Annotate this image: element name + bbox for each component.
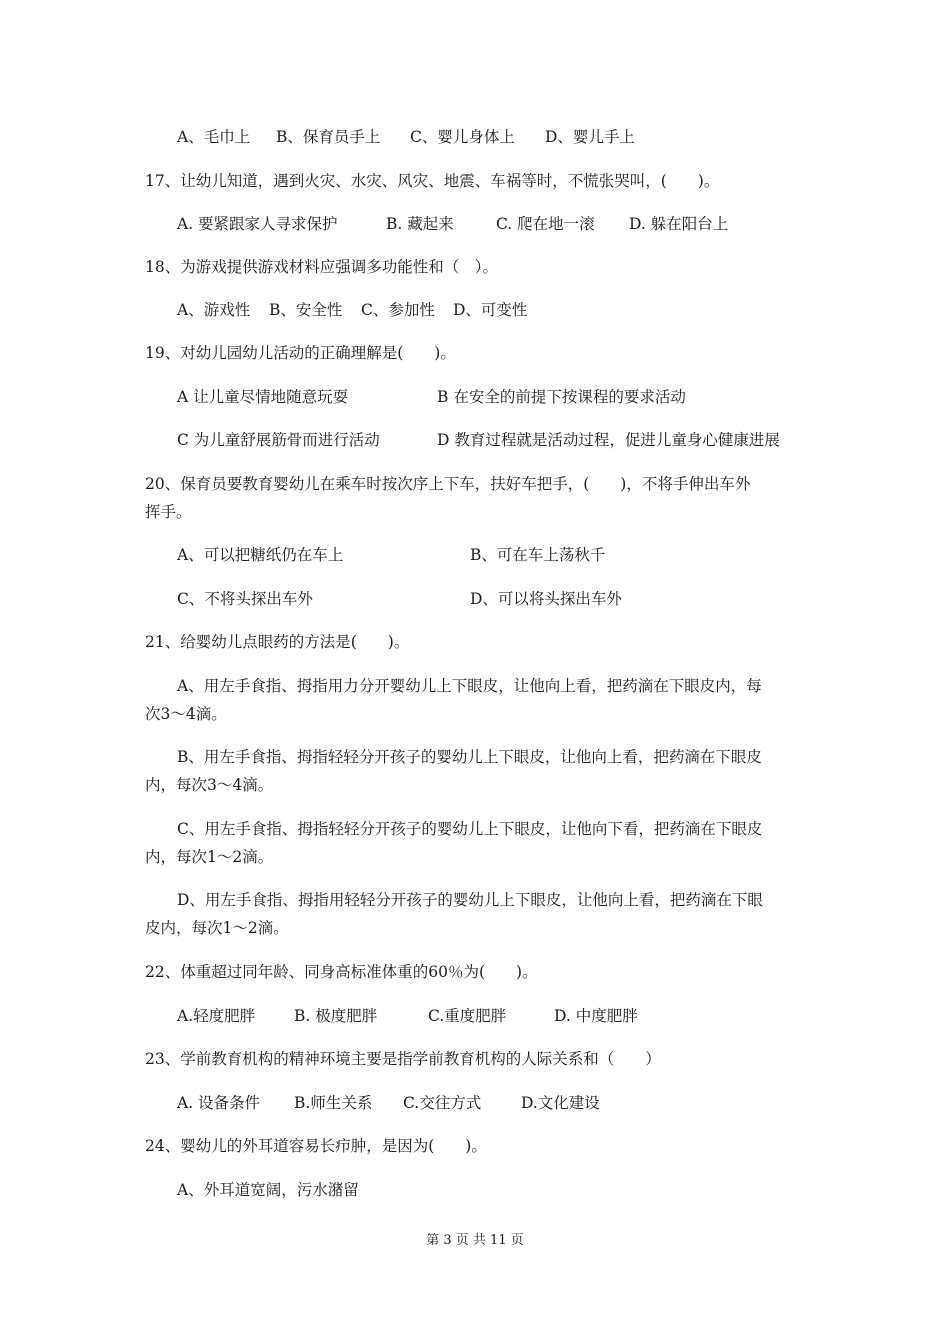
q21-option-b-line1: B、用左手食指、拇指轻轻分开孩子的婴幼儿上下眼皮，让他向上看，把药滴在下眼皮 [177, 748, 762, 766]
q17-stem: 17、让幼儿知道，遇到火灾、水灾、风灾、地震、车祸等时，不慌张哭叫，( )。 [145, 172, 720, 190]
q19-option-b: B 在安全的前提下按课程的要求活动 [437, 388, 686, 406]
q21-option-b-line2: 内，每次3～4滴。 [145, 776, 274, 794]
q20-stem-line1: 20、保育员要教育婴幼儿在乘车时按次序上下车，扶好车把手，( )，不将手伸出车外 [145, 475, 751, 493]
q22-option-c: C.重度肥胖 [428, 1007, 507, 1025]
q17-option-d: D. 躲在阳台上 [629, 215, 729, 233]
q17-option-b: B. 藏起来 [386, 215, 454, 233]
q22-option-d: D. 中度肥胖 [554, 1007, 638, 1025]
q20-option-b: B、可在车上荡秋千 [470, 546, 606, 564]
q23-option-d: D.文化建设 [521, 1094, 600, 1112]
q23-option-b: B.师生关系 [294, 1094, 373, 1112]
q22-option-a: A.轻度肥胖 [177, 1007, 256, 1025]
q17-option-a: A. 要紧跟家人寻求保护 [177, 215, 338, 233]
q16-option-a: A、毛巾上 [177, 128, 251, 146]
q16-option-b: B、保育员手上 [276, 128, 381, 146]
q19-stem: 19、对幼儿园幼儿活动的正确理解是( )。 [145, 344, 456, 362]
q18-option-b: B、安全性 [269, 301, 343, 319]
q21-option-d-line1: D、用左手食指、拇指用轻轻分开孩子的婴幼儿上下眼皮，让他向上看，把药滴在下眼 [177, 891, 763, 909]
q20-option-d: D、可以将头探出车外 [470, 590, 622, 608]
q22-option-b: B. 极度肥胖 [294, 1007, 378, 1025]
q21-option-a-line2: 次3～4滴。 [145, 705, 227, 723]
q19-option-d: D 教育过程就是活动过程，促进儿童身心健康进展 [437, 431, 780, 449]
q17-option-c: C. 爬在地一滚 [496, 215, 595, 233]
q24-stem: 24、婴幼儿的外耳道容易长疖肿，是因为( )。 [145, 1137, 487, 1155]
q18-option-c: C、参加性 [361, 301, 435, 319]
q23-stem: 23、学前教育机构的精神环境主要是指学前教育机构的人际关系和（ ） [145, 1050, 661, 1068]
q18-option-d: D、可变性 [453, 301, 528, 319]
q21-option-c-line2: 内，每次1～2滴。 [145, 848, 274, 866]
q24-option-a: A、外耳道宽阔，污水潴留 [177, 1181, 359, 1199]
q21-option-a-line1: A、用左手食指、拇指用力分开婴幼儿上下眼皮，让他向上看，把药滴在下眼皮内，每 [177, 677, 762, 695]
q19-option-a: A 让儿童尽情地随意玩耍 [177, 388, 349, 406]
q22-stem: 22、体重超过同年龄、同身高标准体重的60％为( )。 [145, 963, 538, 981]
q19-option-c: C 为儿童舒展筋骨而进行活动 [177, 431, 380, 449]
q20-option-c: C、不将头探出车外 [177, 590, 313, 608]
q18-stem: 18、为游戏提供游戏材料应强调多功能性和（ ）。 [145, 258, 498, 276]
q21-option-c-line1: C、用左手食指、拇指轻轻分开孩子的婴幼儿上下眼皮，让他向下看，把药滴在下眼皮 [177, 820, 763, 838]
q21-option-d-line2: 皮内，每次1～2滴。 [145, 919, 289, 937]
q18-option-a: A、游戏性 [177, 301, 251, 319]
q21-stem: 21、给婴幼儿点眼药的方法是( )。 [145, 633, 410, 651]
q20-stem-line2: 挥手。 [145, 503, 192, 521]
q16-option-c: C、婴儿身体上 [410, 128, 515, 146]
q23-option-c: C.交往方式 [403, 1094, 482, 1112]
q20-option-a: A、可以把糖纸仍在车上 [177, 546, 344, 564]
q16-option-d: D、婴儿手上 [545, 128, 635, 146]
page-footer: 第 3 页 共 11 页 [426, 1233, 524, 1248]
q23-option-a: A. 设备条件 [177, 1094, 261, 1112]
